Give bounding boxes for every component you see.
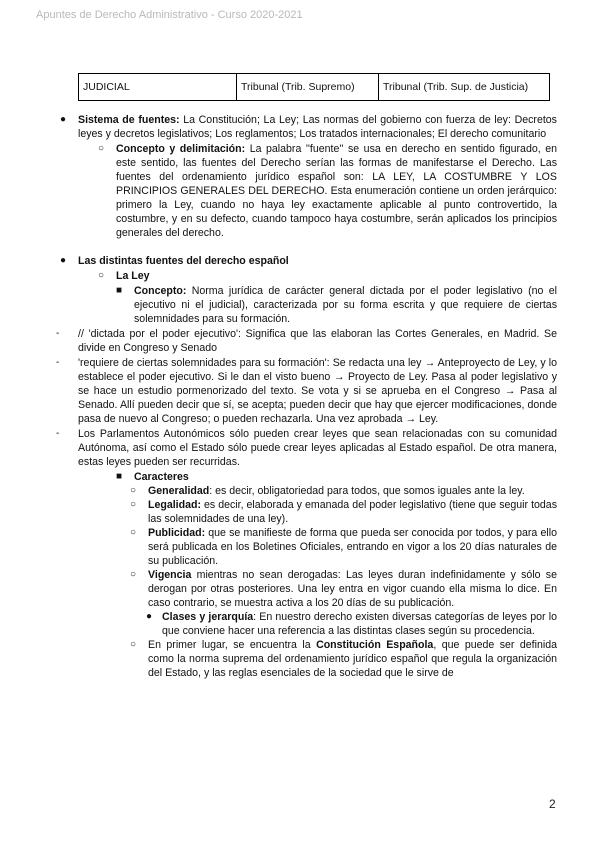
bullet-circle-icon: ○	[130, 569, 137, 580]
publicidad-text: que se manifieste de forma que pueda ser conocida por todos, y para ello será publicada en los Boletines Oficiales, entrando en vigor a los 20 días naturales de su publicación.	[148, 527, 557, 567]
concepto-delimitacion-title: Concepto y delimitación:	[116, 143, 246, 155]
bullet-square-icon: ■	[116, 471, 123, 482]
publicidad-item	[78, 526, 557, 568]
generalidad-title: Generalidad	[148, 485, 210, 497]
table-cell-tribunal-supremo: Tribunal (Trib. Supremo)	[237, 74, 379, 101]
ley-heading: La Ley	[116, 270, 150, 282]
generalidad-text: : es decir, obligatoriedad para todos, que somos iguales ante la ley.	[209, 485, 525, 497]
clases-item	[78, 610, 557, 638]
generalidad-item	[78, 484, 557, 498]
concepto-delimitacion-item	[78, 142, 557, 240]
dash-item-ejecutivo	[56, 327, 557, 355]
table-cell-judicial: JUDICIAL	[79, 74, 237, 101]
legalidad-text: es decir, elaborada y emanada del poder legislativo (tiene que seguir todas las solemnidades de una ley).	[148, 499, 557, 525]
dash-item-parlamentos	[56, 427, 557, 469]
bullet-circle-icon: ○	[130, 485, 137, 496]
vigencia-item	[78, 568, 557, 610]
bullet-dot-icon: ●	[146, 611, 153, 622]
clases-title: Clases y jerarquía	[162, 611, 254, 623]
caracteres-heading: Caracteres	[134, 471, 189, 483]
dash-item-solemnidades	[56, 356, 557, 426]
bullet-circle-icon: ○	[98, 143, 105, 154]
bullet-dot-icon: ●	[60, 114, 67, 125]
sistema-fuentes-title: Sistema de fuentes:	[78, 114, 180, 126]
bullet-dot-icon: ●	[60, 255, 67, 266]
concepto-item	[78, 284, 557, 326]
primer-lugar-pre: En primer lugar, se encuentra la	[148, 639, 317, 651]
clases-text: : En nuestro derecho existen diversas categorías de leyes por lo que conviene hacer una referencia a las distintas clases según su procedencia.	[162, 611, 557, 637]
legalidad-item	[78, 498, 557, 526]
dash-text-ejecutivo: // 'dictada por el poder ejecutivo': Significa que las elaboran las Cortes Generales, en Madrid. Se divide en Congreso y Senado	[78, 328, 557, 354]
ley-heading-item	[78, 269, 557, 283]
bullet-circle-icon: ○	[98, 270, 105, 281]
vigencia-text: mientras no sean derogadas: Las leyes duran indefinidamente y sólo se derogan por otras posteriores. Una ley entra en vigor cuando ella misma lo dice. En caso contrario, se muestra activa a los 20 días de su publicación.	[148, 569, 557, 609]
concepto-text: Norma jurídica de carácter general dictada por el poder legislativo (no el ejecutivo ni el judicial), caracterizada por su forma escrita y que requiere de ciertas solemnidades para su formación.	[134, 285, 557, 325]
document-body	[56, 113, 557, 680]
dash-marker: -	[56, 428, 60, 439]
primer-lugar-item	[78, 638, 557, 680]
bullet-square-icon: ■	[116, 285, 123, 296]
page-number: 2	[549, 797, 556, 811]
vigencia-title: Vigencia	[148, 569, 192, 581]
table-cell-tribunal-superior: Tribunal (Trib. Sup. de Justicia)	[379, 74, 550, 101]
concepto-title: Concepto:	[134, 285, 187, 297]
dash-text-solemnidades: 'requiere de ciertas solemnidades para su formación': Se redacta una ley → Anteproyecto de Ley, y lo establece el poder ejecutivo. Si le dan el visto bueno → Proyecto de Ley. Pasa al poder legislativo y se hace un estudio pormenorizado del texto. Se vota y si se aprueba en el Congreso → Pasa al Senado. Allí pueden decir que sí, se acepta; pueden decir que hay que ejercer modificaciones, donde pasa de nuevo al Congreso; o pueden rechazarla. Una vez aprobada → Ley.	[78, 357, 557, 425]
bullet-circle-icon: ○	[130, 639, 137, 650]
bullet-circle-icon: ○	[130, 527, 137, 538]
bullet-circle-icon: ○	[130, 499, 137, 510]
caracteres-heading-item	[78, 470, 557, 484]
dash-marker: -	[56, 357, 60, 368]
dash-text-parlamentos: Los Parlamentos Autonómicos sólo pueden crear leyes que sean relacionadas con su comunidad Autónoma, así como el Estado sólo puede crear leyes aplicadas al Estado español. De otra manera, estas leyes pueden ser recurridas.	[78, 428, 557, 468]
page-header: Apuntes de Derecho Administrativo - Curso 2020-2021	[36, 9, 303, 21]
fuentes-heading-item	[60, 254, 557, 268]
concepto-delimitacion-text: La palabra ''fuente'' se usa en derecho en sentido figurado, en este sentido, las fuentes del Derecho serían las formas de manifestarse el Derecho. Las fuentes del ordenamiento jurídico español son: LA LEY, LA COSTUMBRE Y LOS PRINCIPIOS GENERALES DEL DERECHO. Esta enumeración contiene un orden jerárquico: primero la Ley, cuando no haya ley exactamente aplicable al punto controvertido, la costumbre, y en su defecto, cuando tampoco haya costumbre, serán aplicados los principios generales del derecho.	[116, 143, 557, 239]
sistema-fuentes-text: La Constitución; La Ley; Las normas del gobierno con fuerza de ley: Decretos leyes y decretos legislativos; Los reglamentos; Los tratados internacionales; El derecho comunitario	[78, 114, 557, 140]
dash-marker: -	[56, 328, 60, 339]
fuentes-heading: Las distintas fuentes del derecho español	[78, 255, 289, 267]
primer-lugar-text: , que puede ser definida como la norma suprema del ordenamiento jurídico español que regula la organización del Estado, y las reglas esenciales de la sociedad que le sirve de	[148, 639, 557, 679]
publicidad-title: Publicidad:	[148, 527, 206, 539]
constitucion-title: Constitución Española	[316, 639, 434, 651]
sistema-fuentes-item	[60, 113, 557, 141]
table-row	[79, 74, 550, 101]
legalidad-title: Legalidad:	[148, 499, 201, 511]
court-table	[78, 73, 550, 101]
